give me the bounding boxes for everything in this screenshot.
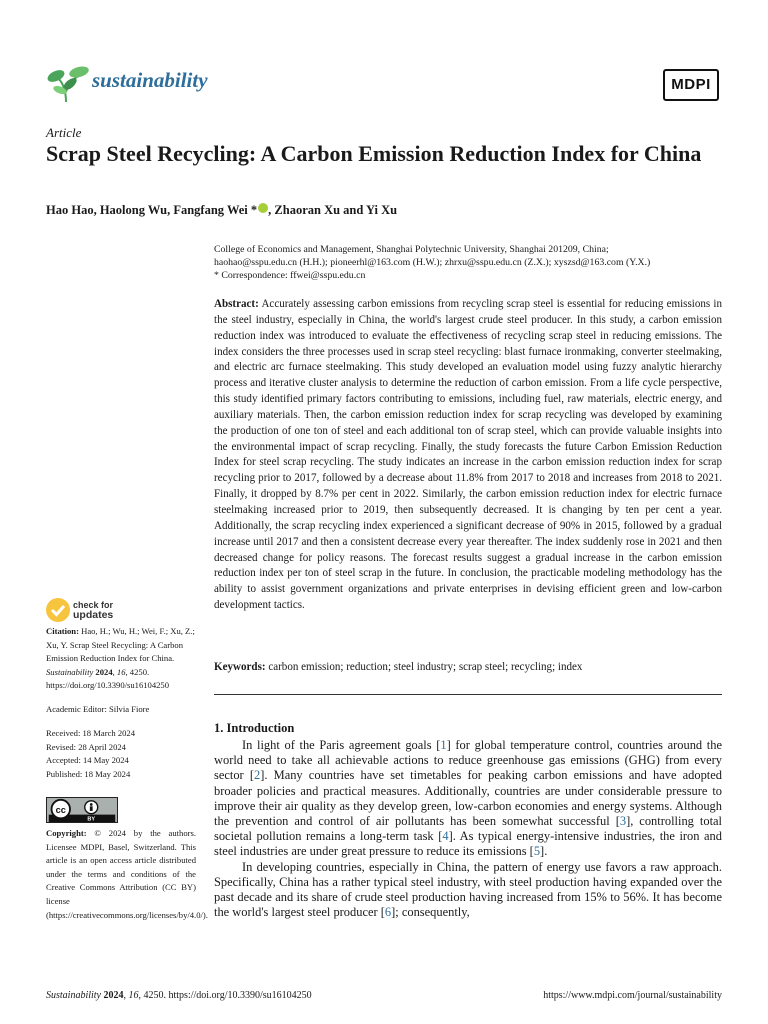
orcid-icon[interactable] xyxy=(258,203,268,213)
article-dates xyxy=(46,727,196,781)
mdpi-logo: MDPI xyxy=(663,69,719,101)
copyright-block: Copyright: © 2024 by the authors. Licensee MDPI, Basel, Switzerland. This article is an open access article distributed under the terms and conditions of the Creative Commons Attribution (CC BY) license (https://creativecommons.org/licenses/by/4.0/). xyxy=(46,828,208,920)
section-divider xyxy=(214,694,722,695)
check-for-updates-badge[interactable]: check for updates xyxy=(46,598,146,624)
citation-doi[interactable]: , 4250. https://doi.org/10.3390/su16104250 xyxy=(46,666,170,691)
citation-link[interactable]: 5 xyxy=(533,844,541,859)
citation-link[interactable]: 4 xyxy=(442,829,449,844)
footer-citation: Sustainability 2024, 16, 4250. https://doi.org/10.3390/su16104250 xyxy=(46,990,312,1001)
keywords-label: Keywords: xyxy=(214,661,266,673)
authors-rest: , Zhaoran Xu and Yi Xu xyxy=(268,203,398,217)
keywords xyxy=(214,660,722,675)
article-type: Article xyxy=(46,125,82,140)
keywords-text: carbon emission; reduction; steel industry; scrap steel; recycling; index xyxy=(268,661,583,673)
academic-editor: Academic Editor: Silvia Fiore xyxy=(46,704,150,714)
intro-paragraph-2: In developing countries, especially in China, the pattern of energy use favors a raw approach. Specifically, China has a rather typical steel industry, with steel production having expanded over the past decade and its share of crude steel production having increased from 15% to 56%. It has become the world's largest steel producer [6]; consequently, xyxy=(214,859,722,920)
cc-label: cc xyxy=(55,804,66,815)
by-label: BY xyxy=(87,816,96,823)
accepted-date: Accepted: 14 May 2024 xyxy=(46,755,129,766)
citation-label: Citation: xyxy=(46,626,79,636)
citation-block: Citation: Hao, H.; Wu, H.; Wei, F.; Xu, Z.; Xu, Y. Scrap Steel Recycling: A Carbon Emission Reduction Index for China. Sustainability 2024, 16, 4250. https://doi.org/10.3390/su16104250 xyxy=(46,626,195,691)
intro-paragraph-1: In light of the Paris agreement goals [1] for global temperature control, countries around the world need to take all achievable actions to reduce greenhouse gas emissions (GHG) from every sector [2]. Many countries have set timetables for peaking carbon emissions and have adopted broader policies and practical measures. Additionally, countries are under considerable pressure to improve their air quality as they develop green, low-carbon economies and energy systems. Although the prevention and control of air pollutants has been somewhat successful [3], controlling total societal pollution remains a long-term task [4]. As typical energy-intensive industries, the iron and steel industries are under great pressure to reduce its emissions [5]. xyxy=(214,738,722,859)
citation-link[interactable]: 2 xyxy=(254,768,261,783)
author-list xyxy=(46,203,397,218)
check-updates-icon xyxy=(46,598,70,622)
cc-by-license-icon[interactable] xyxy=(46,797,118,823)
published-date: Published: 18 May 2024 xyxy=(46,768,131,779)
authors-first: Hao Hao, Haolong Wu, Fangfang Wei * xyxy=(46,203,258,217)
citation-link[interactable]: 6 xyxy=(384,905,392,920)
section-heading: 1. Introduction xyxy=(214,721,295,735)
footer-doi[interactable]: , 4250. https://doi.org/10.3390/su16104250 xyxy=(138,990,312,1001)
sustainability-logo-icon xyxy=(46,62,90,104)
intro-body xyxy=(214,738,722,920)
abstract xyxy=(214,297,722,614)
received-date: Received: 18 March 2024 xyxy=(46,728,136,738)
footer-journal-url[interactable]: https://www.mdpi.com/journal/sustainability xyxy=(543,990,722,1001)
abstract-text: Accurately assessing carbon emissions from recycling scrap steel is essential for reducing emissions in the steel industry, especially in China, the world's largest crude steel producer. In this study, a carbon emission reduction index was introduced to evaluate the effectiveness of recycling scrap steel in reducing emissions. The index considers the three processes used in scrap steel recycling: blast furnace ironmaking, converter steelmaking, and electric arc furnace steelmaking. This study developed an evaluation model using fuzzy analytic hierarchy process and iterative cluster analysis to determine the reduction of carbon emission. From a life cycle perspective, this study identified primary factors contributing to emissions, including fuel, raw materials, electric energy, and auxiliary materials. Then, the carbon emission reduction index for scrap recycling was developed by examining the production of one ton of steel and each additional ton of scrap steel, which can provide valuable insights into the environmental impact of scrap recycling. Finally, the study forecasts the future Carbon Emission Reduction Index for steel scrap recycling. The study indicates an increase in the carbon emission reduction index for scrap recycling prior to 2017, followed by a decrease about 11.8% from 2017 to 2018 and increases from 2018 to 2021. Finally, it dropped by 8.7% per cent in 2022. Similarly, the carbon emission reduction index for electric furnace steelmaking increased prior to 2019, then subsequently decreased. It is changing by ten per cent a year. Additionally, the scrap recycling index experienced a significant decrease of 90% in 2015, followed by a gradual increase until 2017 and then a consistent decrease every year thereafter. The index suddenly rose in 2021 and then decreased change for policy reasons. The forecast results suggest a gradual increase in the carbon emission reduction index per ton of steel scrap in the future. In conclusion, the practicable modeling methodology has the ability to assist government organizations and private enterprises in devising efficient green and low-carbon development tactics. xyxy=(214,298,722,612)
revised-date: Revised: 28 April 2024 xyxy=(46,741,126,752)
copyright-label: Copyright: xyxy=(46,828,87,838)
abstract-label: Abstract: xyxy=(214,298,259,310)
citation-link[interactable]: 1 xyxy=(440,738,447,752)
author-emails: haohao@sspu.edu.cn (H.H.); pioneerhl@163.com (H.W.); zhrxu@sspu.edu.cn (Z.X.); xyszsd@163.com (Y.X.) xyxy=(214,257,651,268)
affiliations xyxy=(214,243,724,282)
affiliation-line: College of Economics and Management, Shanghai Polytechnic University, Shanghai 201209, China; xyxy=(214,244,609,255)
correspondence: * Correspondence: ffwei@sspu.edu.cn xyxy=(214,270,366,281)
citation-link[interactable]: 3 xyxy=(619,814,627,829)
article-title: Scrap Steel Recycling: A Carbon Emission Reduction Index for China xyxy=(46,141,702,166)
journal-name: sustainability xyxy=(92,68,208,92)
